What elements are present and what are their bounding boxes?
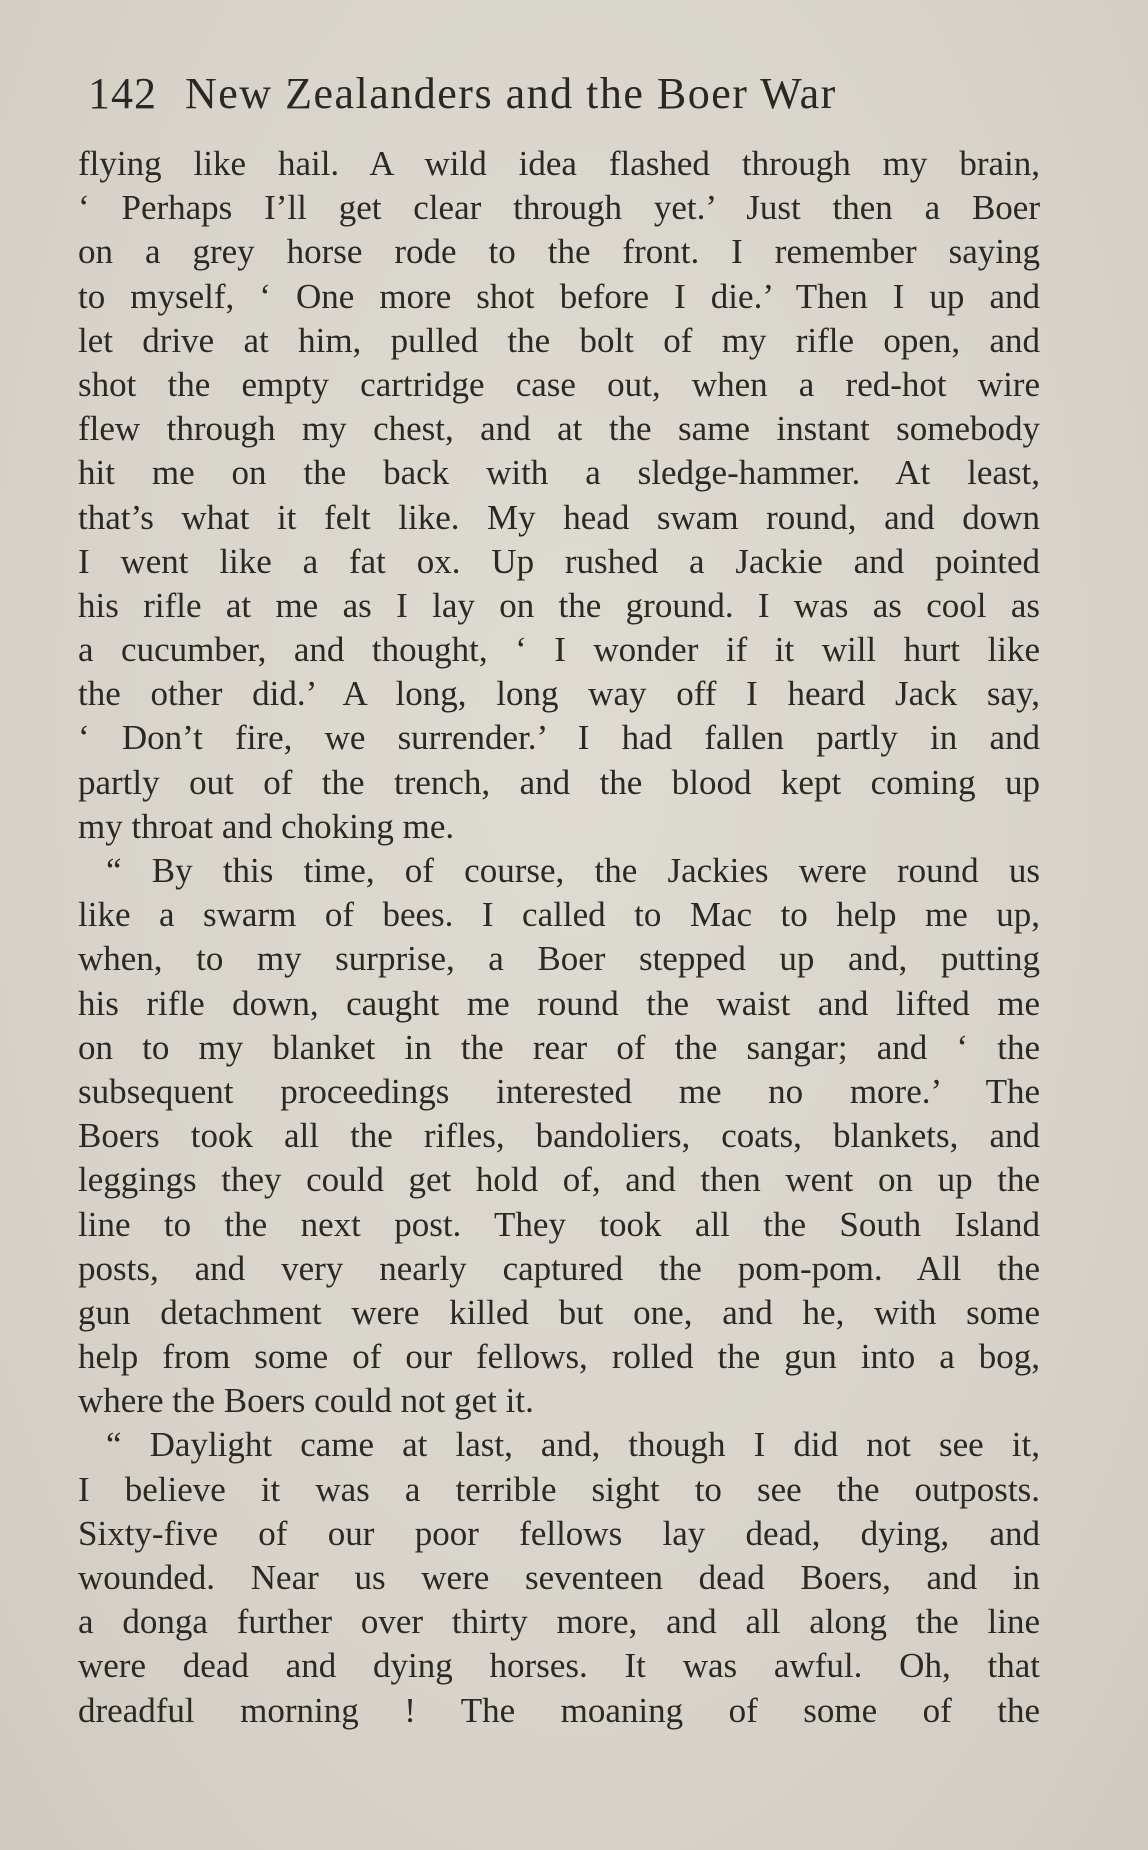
text-line: help from some of our fellows, rolled the gun into a bog, bbox=[78, 1337, 1040, 1377]
text-line: that’s what it felt like. My head swam round, and down bbox=[78, 497, 1040, 537]
text-line: were dead and dying horses. It was awful. Oh, that bbox=[78, 1646, 1040, 1686]
paragraph-end-line: where the Boers could not get it. bbox=[78, 1381, 534, 1421]
text-line: dreadful morning ! The moaning of some of the bbox=[78, 1690, 1040, 1730]
text-line: gun detachment were killed but one, and he, with some bbox=[78, 1292, 1040, 1332]
text-line: Sixty-five of our poor fellows lay dead, dying, and bbox=[78, 1513, 1040, 1553]
text-line: the other did.’ A long, long way off I heard Jack say, bbox=[78, 674, 1040, 714]
text-line: ‘ Perhaps I’ll get clear through yet.’ Just then a Boer bbox=[78, 188, 1040, 228]
text-line: like a swarm of bees. I called to Mac to help me up, bbox=[78, 895, 1040, 935]
text-line: his rifle at me as I lay on the ground. I was as cool as bbox=[78, 585, 1040, 625]
text-line: when, to my surprise, a Boer stepped up and, putting bbox=[78, 939, 1040, 979]
text-line: posts, and very nearly captured the pom-pom. All the bbox=[78, 1248, 1040, 1288]
text-line: his rifle down, caught me round the waist and lifted me bbox=[78, 983, 1040, 1023]
text-line: flying like hail. A wild idea flashed through my brain, bbox=[78, 144, 1040, 183]
text-line: flew through my chest, and at the same instant somebody bbox=[78, 409, 1040, 449]
text-line: let drive at him, pulled the bolt of my rifle open, and bbox=[78, 320, 1040, 360]
text-line: line to the next post. They took all the South Island bbox=[78, 1204, 1040, 1244]
text-line: subsequent proceedings interested me no more.’ The bbox=[78, 1071, 1040, 1111]
text-line: hit me on the back with a sledge-hammer. At least, bbox=[78, 453, 1040, 493]
text-line: I went like a fat ox. Up rushed a Jackie and pointed bbox=[78, 541, 1040, 581]
text-line: I believe it was a terrible sight to see the outposts. bbox=[78, 1469, 1040, 1509]
running-head bbox=[88, 68, 988, 128]
book-title: New Zealanders and the Boer War bbox=[185, 69, 837, 118]
text-line: shot the empty cartridge case out, when a red-hot wire bbox=[78, 364, 1040, 404]
text-line: ‘ Don’t fire, we surrender.’ I had fallen partly in and bbox=[78, 718, 1040, 758]
text-line: partly out of the trench, and the blood kept coming up bbox=[78, 762, 1040, 802]
paragraph-start-line: “ By this time, of course, the Jackies were round us bbox=[106, 851, 1040, 890]
text-line: on to my blanket in the rear of the sangar; and ‘ the bbox=[78, 1027, 1040, 1067]
text-line: on a grey horse rode to the front. I remember saying bbox=[78, 232, 1040, 272]
paragraph-start-line: “ Daylight came at last, and, though I did not see it, bbox=[106, 1425, 1040, 1465]
text-line: wounded. Near us were seventeen dead Boers, and in bbox=[78, 1558, 1040, 1597]
text-line: leggings they could get hold of, and then went on up the bbox=[78, 1160, 1040, 1200]
body-text bbox=[78, 142, 1040, 1733]
text-line: to myself, ‘ One more shot before I die.’ Then I up and bbox=[78, 276, 1040, 316]
text-line: Boers took all the rifles, bandoliers, coats, blankets, and bbox=[78, 1116, 1040, 1156]
paragraph-end-line: my throat and choking me. bbox=[78, 806, 455, 846]
page-number: 142 bbox=[88, 69, 157, 118]
text-line: a cucumber, and thought, ‘ I wonder if it will hurt like bbox=[78, 630, 1040, 670]
text-line: a donga further over thirty more, and all along the line bbox=[78, 1602, 1040, 1642]
